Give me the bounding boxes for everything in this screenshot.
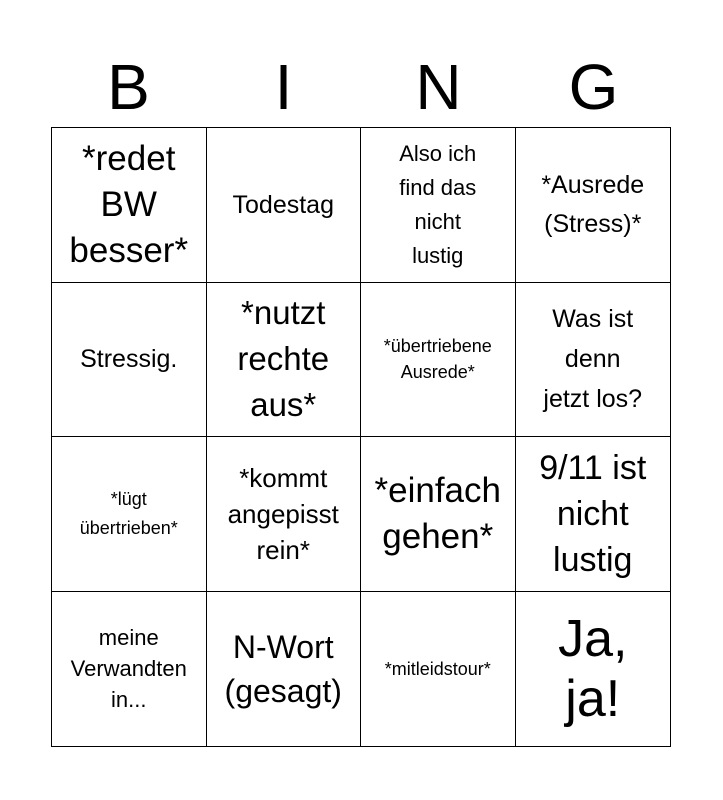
- cell-text: meine Verwandten in...: [70, 625, 187, 713]
- bingo-cell-3-3[interactable]: [361, 437, 516, 592]
- header-letter-i: I: [274, 51, 293, 123]
- cell-text: *kommt angepisst rein*: [227, 462, 339, 565]
- cell-text: Todestag: [232, 190, 334, 219]
- cell-text: *mitleidstour*: [384, 658, 491, 679]
- cell-text: *nutzt rechte aus*: [237, 294, 330, 424]
- bingo-cell-4-1[interactable]: [52, 592, 207, 747]
- bingo-cell-2-2[interactable]: [207, 283, 362, 438]
- bingo-cell-1-4[interactable]: [516, 128, 671, 283]
- bingo-cell-3-1[interactable]: [52, 437, 207, 592]
- bingo-cell-1-2[interactable]: [207, 128, 362, 283]
- bingo-cell-3-4[interactable]: [516, 437, 671, 592]
- bingo-cell-2-1[interactable]: [52, 283, 207, 438]
- cell-text: N-Wort (gesagt): [224, 628, 342, 709]
- header-letter-n: N: [415, 51, 462, 123]
- cell-text: Stressig.: [80, 345, 178, 374]
- header-letter-g: G: [568, 51, 619, 123]
- bingo-cell-1-1[interactable]: [52, 128, 207, 283]
- cell-text: Ja, ja!: [558, 609, 628, 728]
- bingo-cell-3-2[interactable]: [207, 437, 362, 592]
- cell-text: 9/11 ist nicht lustig: [539, 448, 647, 579]
- bingo-cell-2-4[interactable]: [516, 283, 671, 438]
- cell-text: Was ist denn jetzt los?: [543, 305, 643, 414]
- bingo-cell-2-3[interactable]: [361, 283, 516, 438]
- bingo-cell-4-3[interactable]: [361, 592, 516, 747]
- header-letter-b: B: [107, 51, 150, 123]
- cell-text: *einfach gehen*: [374, 470, 501, 556]
- bingo-board: [51, 127, 671, 747]
- bingo-header: [51, 52, 671, 122]
- cell-text: *lügt übertrieben*: [79, 488, 178, 538]
- cell-text: *übertriebene Ausrede*: [383, 336, 492, 383]
- bingo-cell-1-3[interactable]: [361, 128, 516, 283]
- cell-text: *redet BW besser*: [69, 138, 189, 270]
- bingo-cell-4-2[interactable]: [207, 592, 362, 747]
- bingo-cell-4-4[interactable]: [516, 592, 671, 747]
- cell-text: Also ich find das nicht lustig: [399, 140, 477, 268]
- cell-text: *Ausrede (Stress)*: [541, 170, 645, 238]
